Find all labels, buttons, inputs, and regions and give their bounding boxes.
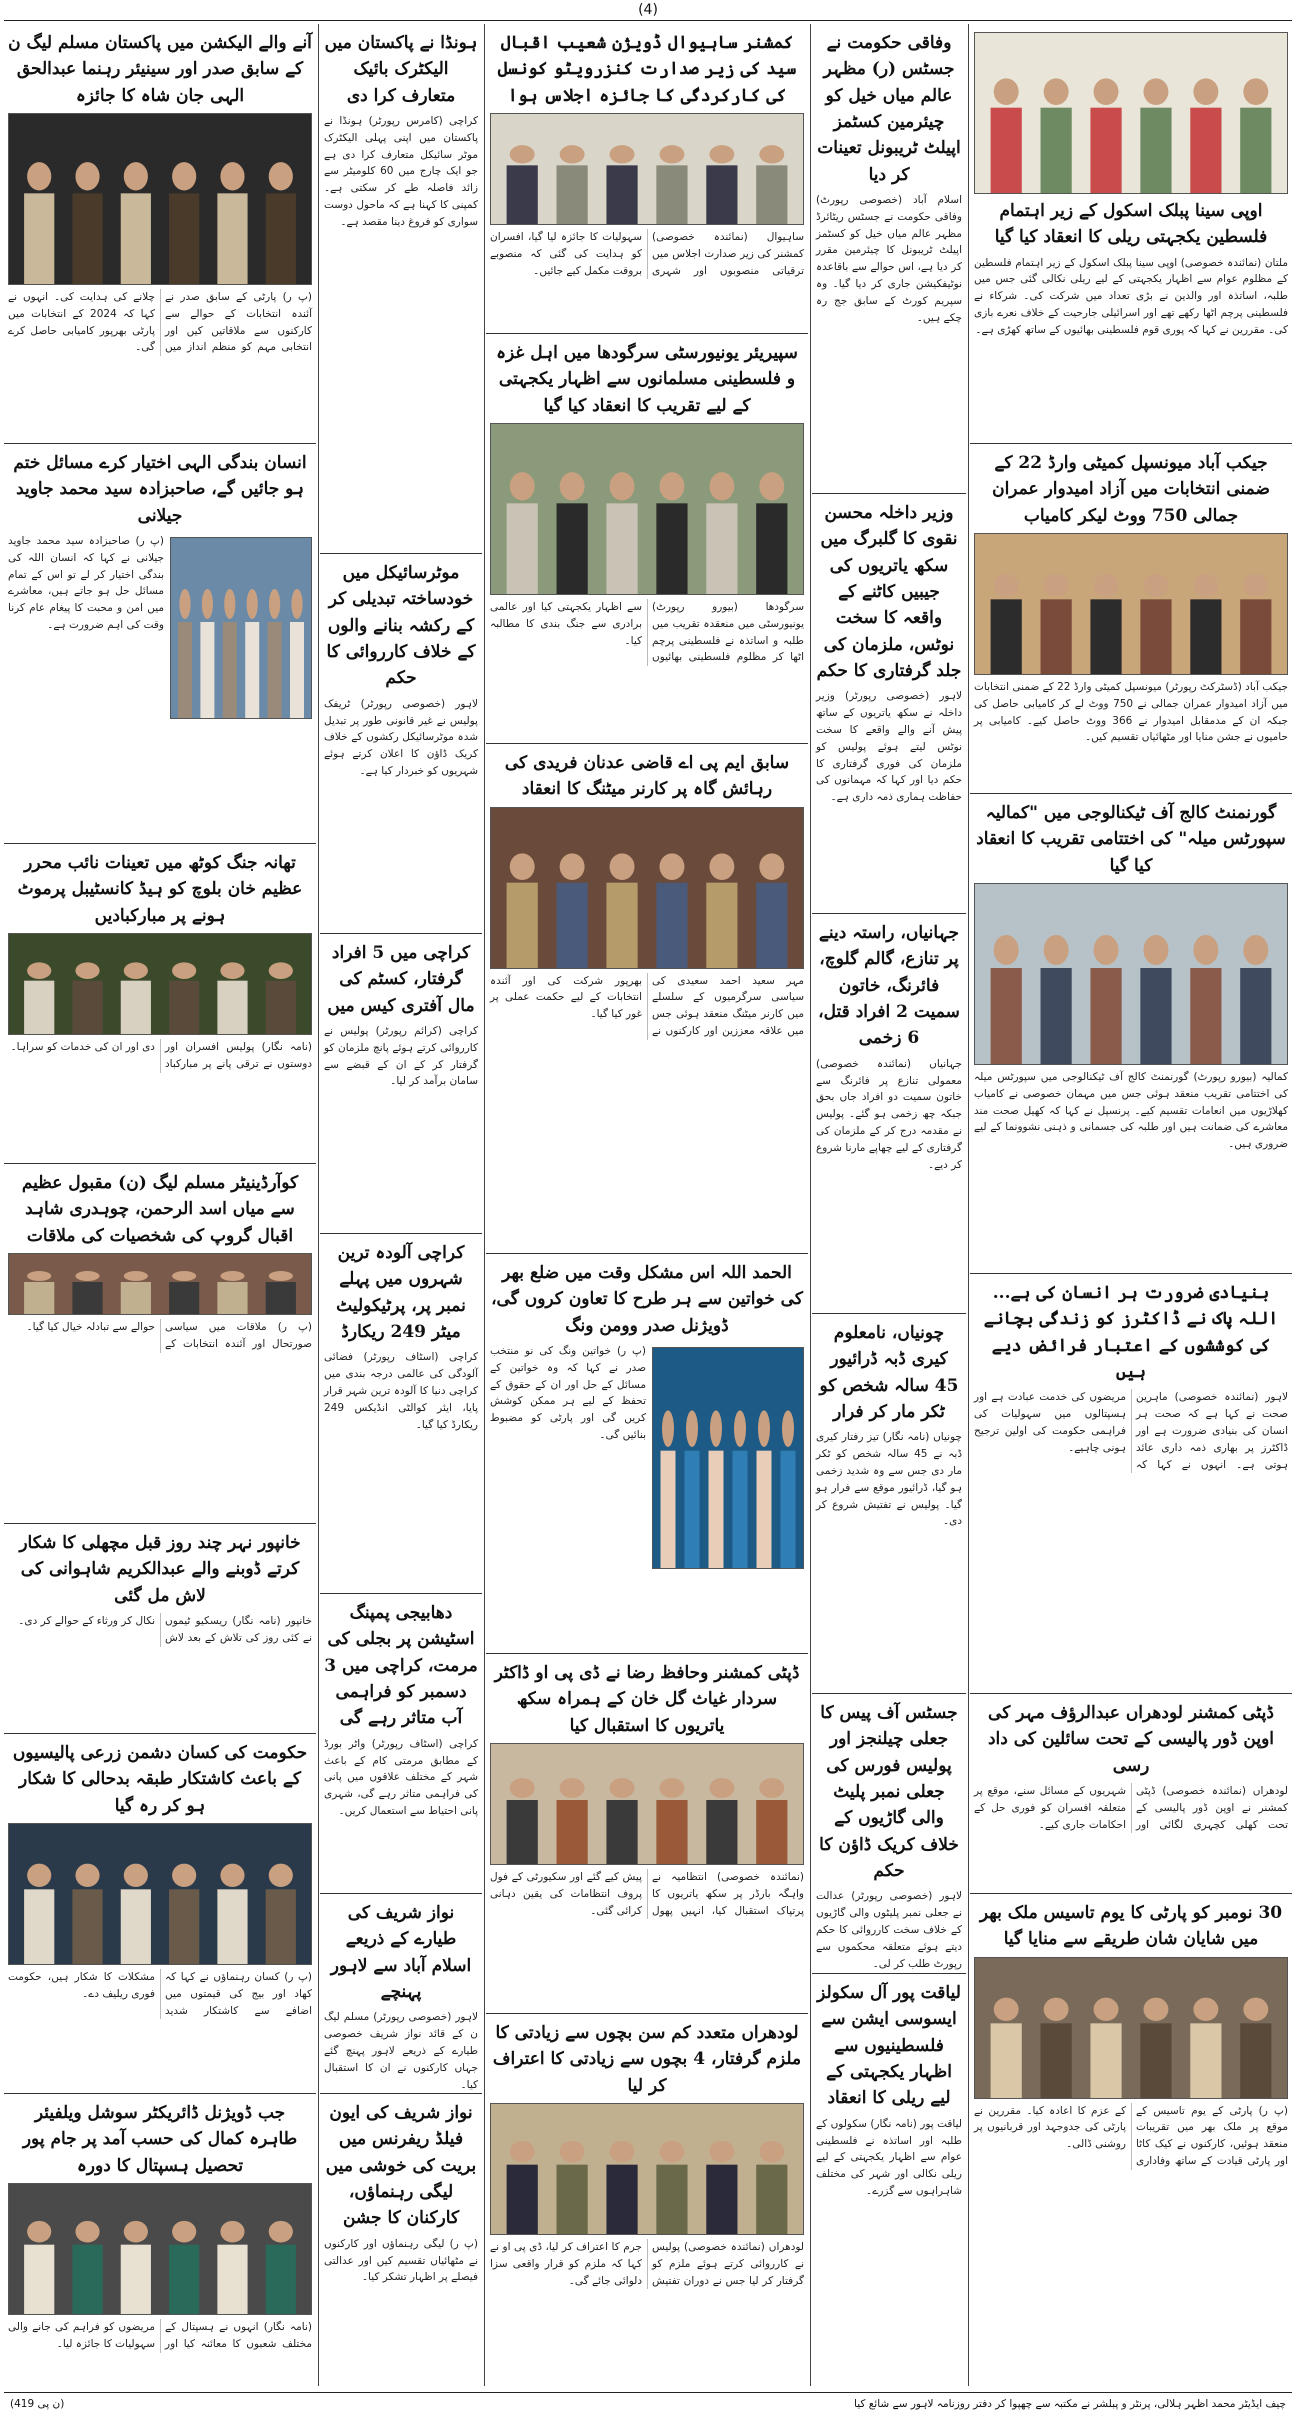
candidates-photo	[974, 533, 1288, 675]
group-photo	[8, 113, 312, 285]
article-body: سرگودھا (بیورو رپورٹ) یونیورسٹی میں منعقدہ تقریب میں طلبہ و اساتذہ نے فلسطینی پرچم اٹھا کر مظلوم فلسطینی بھائیوں سے اظہار یکجہتی کیا اور عالمی برادری سے جنگ بندی کا مطالبہ کیا۔	[490, 601, 804, 664]
portrait-photo	[652, 1347, 804, 1569]
article-honda-ebike	[320, 24, 482, 554]
headline: سپیریئر یونیورسٹی سرگودھا میں اہل غزہ و فلسطینی مسلمانوں سے اظہار یکجہتی کے لیے تقریب کا انعقاد کیا گیا	[496, 343, 798, 416]
registration-number: (ن پی 419)	[10, 2397, 65, 2410]
page-number: (4)	[638, 2, 658, 18]
column-2	[812, 24, 966, 2386]
article-women-wing	[486, 1254, 808, 1654]
article-sikh-welcome	[486, 1654, 808, 2014]
article-body: (نامہ نگار) انہوں نے ہسپتال کے مختلف شعبوں کا معائنہ کیا اور مریضوں کو فراہم کی جانے والی سہولیات کا جائزہ لیا۔	[8, 2321, 312, 2350]
article-motorcycle-rickshaw	[320, 554, 482, 934]
article-karachi-pollution	[320, 1234, 482, 1594]
article-body: جیکب آباد (ڈسٹرکٹ رپورٹر) میونسپل کمیٹی وارڈ 22 کے ضمنی انتخابات میں آزاد امیدوار عمران جمالی نے 750 ووٹ لے کر کامیابی حاصل کی جبکہ ان کے مدمقابل امیدوار نے 366 ووٹ حاصل کیے۔ کامیابی پر حامیوں نے جشن منایا اور مٹھائیاں تقسیم کیں۔	[974, 681, 1289, 744]
headline: سابق ایم پی اے قاضی عدنان فریدی کی رہائش گاہ پر کارنر میٹنگ کا انعقاد	[504, 753, 790, 800]
meeting-photo	[8, 1253, 312, 1315]
sports-ceremony-photo	[974, 883, 1288, 1065]
article-crackdown	[812, 1694, 966, 1974]
headline: نواز شریف کی ایون فیلڈ ریفرنس میں بریت کی خوشی میں لیگی رہنماؤں، کارکنان کا جشن	[325, 2103, 477, 2229]
article-coordinator-meeting	[4, 1164, 316, 1524]
imprint-text: چیف ایڈیٹر محمد اظہر ہلالی، پرنٹر و پبلشر نے مکتبہ سے چھپوا کر دفتر روزنامہ لاہور سے شائع کیا	[854, 2397, 1286, 2410]
article-social-welfare	[4, 2094, 316, 2386]
headline: تھانہ جنگ کوٹھ میں تعینات نائب محرر عظیم خان بلوچ کو ہیڈ کانسٹیبل پرموٹ ہونے پر مبارکبادیں	[17, 853, 303, 926]
article-body: لیاقت پور (نامہ نگار) سکولوں کے طلبہ اور اساتذہ نے فلسطینی عوام سے اظہار یکجہتی کے لیے ریلی نکالی اور شہر کی مختلف شاہراہوں سے گزرے۔	[816, 2117, 962, 2197]
headline: جہانیاں، راستہ دینے پر تنازع، گالم گلوچ، فائرنگ، خاتون سمیت 2 افراد قتل، 6 زخمی	[818, 923, 960, 1049]
article-body: (نمائندہ خصوصی) انتظامیہ نے واہگہ بارڈر پر سکھ یاتریوں کا پرتپاک استقبال کیا، انہیں پھول پیش کیے گئے اور سکیورٹی کے فول پروف انتظامات کی یقین دہانی کرائی گئی۔	[490, 1871, 804, 1917]
headline: الحمد اللہ اس مشکل وقت میں ضلع بھر کی خواتین سے ہر طرح کا تعاون کروں گی، ڈویژنل صدر وومن ونگ	[491, 1263, 803, 1336]
headline: چونیاں، نامعلوم کیری ڈبہ ڈرائیور 45 سالہ شخص کو ٹکر مار کر فرار	[819, 1323, 959, 1423]
article-chunian-accident	[812, 1314, 966, 1694]
article-body: جہانیاں (نمائندہ خصوصی) معمولی تنازع پر فائرنگ سے خاتون سمیت دو افراد جاں بحق جبکہ چھ زخمی ہو گئے۔ پولیس نے مقدمہ درج کر کے ملزمان کی گرفتاری کے لیے چھاپے مارنا شروع کر دیے۔	[816, 1057, 962, 1171]
headline: لیاقت پور آل سکولز ایسوسی ایشن سے فلسطینیوں سے اظہار یکجہتی کے لیے ریلی کا انعقاد	[817, 1983, 961, 2109]
article-body: مہر سعید احمد سعیدی کی سیاسی سرگرمیوں کے سلسلے میں کارنر میٹنگ منعقد ہوئی جس میں علاقہ معززین اور کارکنوں نے بھرپور شرکت کی اور آئندہ انتخابات کے لیے حکمت عملی پر غور کیا گیا۔	[490, 974, 804, 1038]
headline: خانپور نہر چند روز قبل مچھلی کا شکار کرتے ڈوبنے والے عبدالکریم شاہوانی کی لاش مل گئی	[19, 1533, 301, 1606]
headline: وفاقی حکومت نے جسٹس (ر) مظہر عالم میاں خیل کو چیئرمین کسٹمز اپیلٹ ٹریبونل تعینات کر دیا	[817, 33, 961, 185]
article-body: لاہور (خصوصی رپورٹر) وزیر داخلہ نے سکھ یاتریوں کے ساتھ پیش آنے والے واقعے کا سخت نوٹس لیتے ہوئے پولیس کو ملزمان کی فوری گرفتاری کا حکم دیا اور کہا کہ مہمانوں کی حفاظت ہماری ذمہ داری ہے۔	[816, 690, 962, 804]
article-election-pmln	[4, 24, 316, 444]
footer-imprint	[4, 2392, 1292, 2414]
headline: کراچی آلودہ ترین شہروں میں پہلے نمبر پر، پرٹیکولیٹ میٹر 249 ریکارڈ	[336, 1243, 466, 1343]
article-body: (پ ر) ملاقات میں سیاسی صورتحال اور آئندہ انتخابات کے حوالے سے تبادلہ خیال کیا گیا۔	[26, 1321, 312, 1350]
article-sports-gala	[970, 794, 1292, 1274]
article-jacobabad-election	[970, 444, 1292, 794]
column-rule	[318, 24, 319, 2386]
article-body: (پ ر) پارٹی کے سابق صدر نے آئندہ انتخابات کے حوالے سے کارکنوں سے ملاقاتیں کیں اور انتخابی مہم کو منظم انداز میں چلانے کی ہدایت کی۔ انہوں نے کہا کہ 2024 کے انتخابات میں پارٹی بھرپور کامیابی حاصل کرے گی۔	[8, 291, 312, 354]
foundation-day-photo	[974, 1957, 1288, 2099]
headline: دھابیجی پمپنگ اسٹیشن پر بجلی کی مرمت، کراچی میں 3 دسمبر کو فراہمی آب متاثر رہے گی	[324, 1603, 478, 1729]
headline: موٹرسائیکل میں خودساختہ تبدیلی کر کے رکشہ بنانے والوں کے خلاف کارروائی کا حکم	[326, 563, 476, 689]
article-lodhran-arrest	[486, 2014, 808, 2386]
article-nawaz-arrival	[320, 1894, 482, 2094]
article-celebration	[320, 2094, 482, 2386]
police-photo	[490, 2103, 804, 2235]
article-khanpur-drowning	[4, 1524, 316, 1734]
article-body: کراچی (اسٹاف رپورٹر) واٹر بورڈ کے مطابق مرمتی کام کے باعث شہر کے مختلف علاقوں میں پانی کی فراہمی متاثر رہے گی، شہری پانی احتیاط سے استعمال کریں۔	[324, 1737, 478, 1817]
article-body: (پ ر) لیگی رہنماؤں اور کارکنوں نے مٹھائیاں تقسیم کیں اور عدالتی فیصلے پر اظہار تشکر کیا۔	[324, 2237, 478, 2284]
headline: نواز شریف کی طیارے کے ذریعے اسلام آباد سے لاہور پہنچے	[330, 1903, 472, 2003]
article-body: ملتان (نمائندہ خصوصی) اوپی سینا پبلک اسکول کے زیر اہتمام فلسطین کے مظلوم عوام سے اظہار یکجہتی کے لیے ریلی نکالی گئی جس میں طلبہ، اساتذہ اور والدین نے بڑی تعداد میں شرکت کی۔ شرکاء نے فلسطینی پرچم اٹھا رکھے تھے اور اسرائیلی جارحیت کے خلاف نعرے بازی کی۔ مقررین نے کہا کہ پوری قوم فلسطینی بھائیوں کے ساتھ کھڑی ہے۔	[974, 256, 1288, 336]
column-4	[320, 24, 482, 2386]
article-foundation-day	[970, 1894, 1292, 2386]
article-police-promotion	[4, 844, 316, 1164]
corner-meeting-photo	[490, 807, 804, 969]
article-body: کراچی (کرائم رپورٹر) پولیس نے کارروائی کرتے ہوئے پانچ ملزمان کو گرفتار کر کے ان کے قبضے سے سامان برآمد کر لیا۔	[324, 1025, 478, 1088]
article-doctors	[970, 1274, 1292, 1694]
article-body: لاہور (خصوصی رپورٹر) ٹریفک پولیس نے غیر قانونی طور پر تبدیل شدہ موٹرسائیکل رکشوں کے خلاف کریک ڈاؤن کا اعلان کرتے ہوئے شہریوں کو خبردار کیا ہے۔	[324, 697, 478, 777]
headline: 30 نومبر کو پارٹی کا یوم تاسیس ملک بھر میں شایان شان طریقے سے منایا گیا	[979, 1903, 1283, 1950]
headline: گورنمنٹ کالج آف ٹیکنالوجی میں "کمالیہ سپورٹس میلہ" کی اختتامی تقریب کا انعقاد کیا گیا	[976, 803, 1286, 876]
article-body: خانپور (نامہ نگار) ریسکیو ٹیموں نے کئی روز کی تلاش کے بعد لاش نکال کر ورثاء کے حوالے کر دی۔	[18, 1615, 312, 1644]
article-dc-lodhran	[970, 1694, 1292, 1894]
hospital-visit-photo	[8, 2183, 312, 2315]
column-rule	[484, 24, 485, 2386]
article-commissioner-meeting	[486, 24, 808, 334]
article-body: کراچی (کامرس رپورٹر) ہونڈا نے پاکستان میں اپنی پہلی الیکٹرک موٹر سائیکل متعارف کرا دی ہے جو ایک چارج میں 60 کلومیٹر سے زائد فاصلہ طے کر سکتی ہے۔ کمپنی کا کہنا ہے کہ ماحول دوست سواری کو فروغ دینا مقصد ہے۔	[324, 115, 479, 228]
article-body: (پ ر) کسان رہنماؤں نے کہا کہ کھاد اور بیج کی قیمتوں میں اضافے سے کاشتکار شدید مشکلات کا شکار ہیں، حکومت فوری ریلیف دے۔	[8, 1971, 312, 2017]
headline: حکومت کی کسان دشمن زرعی پالیسیوں کے باعث کاشتکار طبقہ بدحالی کا شکار ہو کر رہ گیا	[12, 1743, 308, 1816]
column-3	[486, 24, 808, 2386]
article-karachi-arrest	[320, 934, 482, 1234]
farmers-photo	[8, 1823, 312, 1965]
headline: آنے والے الیکشن میں پاکستان مسلم لیگ ن کے سابق صدر اور سینیئر رہنما عبدالحق الہی جان شاہ کا جائزہ	[8, 33, 312, 106]
article-jilani	[4, 444, 316, 844]
headline: ڈپٹی کمشنر وحافظ رضا نے ڈی پی او ڈاکٹر سردار غیاث گل خان کے ہمراہ سکھ یاتریوں کا استقبال کیا	[494, 1663, 800, 1736]
column-rule	[810, 24, 811, 2386]
welcome-photo	[490, 1743, 804, 1865]
column-1	[970, 24, 1292, 2386]
article-body: کمالیہ (بیورو رپورٹ) گورنمنٹ کالج آف ٹیکنالوجی میں سپورٹس میلہ کی اختتامی تقریب منعقد ہوئی جس میں مہمان خصوصی نے کامیاب کھلاڑیوں میں انعامات تقسیم کیے۔ پرنسپل نے کہا کہ کھیل صحت مند معاشرے کی ضمانت ہیں اور طلبہ کی جسمانی و ذہنی نشوونما کے لیے ضروری ہیں۔	[974, 1071, 1288, 1151]
article-corner-meeting	[486, 744, 808, 1254]
column-5	[4, 24, 316, 2386]
article-body: (پ ر) صاحبزادہ سید محمد جاوید جیلانی نے کہا کہ انسان اللہ کی بندگی اختیار کر لے تو اس کے تمام مسائل حل ہو جاتے ہیں، معاشرے میں امن و محبت کا پیغام عام کرنا وقت کی اہم ضرورت ہے۔	[8, 535, 164, 632]
article-superior-university	[486, 334, 808, 744]
headline: کمشنر ساہیوال ڈویژن شعیب اقبال سید کی زیر صدارت کنزرویٹو کونسل کی کارکردگی کا جائزہ اجلاس ہوا	[497, 33, 797, 106]
article-body: لاہور (خصوصی رپورٹر) مسلم لیگ ن کے قائد نواز شریف خصوصی طیارے کے ذریعے لاہور پہنچ گئے جہاں کارکنوں نے ان کا استقبال کیا۔	[324, 2011, 478, 2091]
article-body: کراچی (اسٹاف رپورٹر) فضائی آلودگی کی عالمی درجہ بندی میں کراچی دنیا کا آلودہ ترین شہر قرار پایا، ایئر کوالٹی انڈیکس 249 ریکارڈ کیا گیا۔	[324, 1351, 478, 1431]
headline: بنیادی ضرورت ہر انسان کی ہے... اللہ پاک نے ڈاکٹرز کو زندگی بچانے کی کوششوں کے اعتبار فرائض دیے ہیں	[983, 1283, 1279, 1383]
university-rally-photo	[490, 423, 804, 595]
portrait-photo	[170, 537, 312, 719]
column-rule	[968, 24, 969, 2386]
article-body: (پ ر) خواتین ونگ کی نو منتخب صدر نے کہا کہ وہ خواتین کے مسائل کے حل اور ان کے حقوق کے تحفظ کے لیے ہر ممکن کوشش کریں گی اور پارٹی کو مضبوط بنائیں گی۔	[490, 1345, 646, 1442]
article-body: (پ ر) پارٹی کے یوم تاسیس کے موقع پر ملک بھر میں تقریبات منعقد ہوئیں، کارکنوں نے کیک کاٹا اور پارٹی قیادت کے ساتھ وفاداری کے عزم کا اعادہ کیا۔ مقررین نے پارٹی کی جدوجہد اور قربانیوں پر روشنی ڈالی۔	[974, 2104, 1288, 2168]
headline: کوآرڈینیٹر مسلم لیگ (ن) مقبول عظیم سے میاں اسد الرحمن، چوہدری شاہد اقبال گروپ کی شخصیات کی ملاقات	[21, 1173, 299, 1246]
headline: کراچی میں 5 افراد گرفتار، کسٹم کی مال آفتری کیس میں	[327, 943, 475, 1016]
article-school-rally	[970, 24, 1292, 444]
article-body: (نامہ نگار) پولیس افسران اور دوستوں نے ترقی پانے پر مبارکباد دی اور ان کی خدمات کو سراہا۔	[10, 1041, 312, 1070]
article-jahanian-firing	[812, 914, 966, 1314]
headline: ڈپٹی کمشنر لودھراں عبدالرؤف مہر کی اوپن ڈور پالیسی کے تحت سائلین کی داد رسی	[987, 1703, 1274, 1776]
article-body: لاہور (خصوصی رپورٹر) عدالت نے جعلی نمبر پلیٹوں والی گاڑیوں کے خلاف سخت کارروائی کا حکم دیتے ہوئے متعلقہ محکموں سے رپورٹ طلب کر لی۔	[816, 1890, 962, 1970]
article-body: چونیاں (نامہ نگار) تیز رفتار کیری ڈبہ نے 45 سالہ شخص کو ٹکر مار دی جس سے وہ شدید زخمی ہو گیا، ڈرائیور موقع سے فرار ہو گیا۔ پولیس نے تفتیش شروع کر دی۔	[816, 1431, 962, 1528]
headline: جسٹس آف پیس کا جعلی چیلنجز اور پولیس فورس کی جعلی نمبر پلیٹ والی گاڑیوں کے خلاف کریک ڈاؤن کا حکم	[819, 1703, 959, 1882]
article-body: لاہور (نمائندہ خصوصی) ماہرین صحت نے کہا ہے کہ صحت ہر انسان کی بنیادی ضرورت ہے اور ڈاکٹرز پر بھاری ذمہ داری عائد ہوتی ہے۔ انہوں نے کہا کہ مریضوں کی خدمت عبادت ہے اور ہسپتالوں میں سہولیات کی فراہمی حکومت کی اولین ترجیح ہونی چاہیے۔	[974, 1391, 1288, 1471]
headline: لودھراں متعدد کم سن بچوں سے زیادتی کا ملزم گرفتار، 4 بچوں سے زیادتی کا اعتراف کر لیا	[492, 2023, 802, 2096]
headline: ہونڈا نے پاکستان میں الیکٹرک بائیک متعارف کرا دی	[324, 33, 478, 106]
promotion-photo	[8, 933, 312, 1035]
headline: جب ڈویژنل ڈائریکٹر سوشل ویلفیئر طاہرہ کمال کی حسب آمد پر جام پور تحصیل ہسپتال کا دورہ	[22, 2103, 298, 2176]
article-body: لودھراں (نمائندہ خصوصی) پولیس نے کارروائی کرتے ہوئے ملزم کو گرفتار کر لیا جس نے دوران تفتیش جرم کا اعتراف کر لیا، ڈی پی او نے کہا کہ ملزم کو قرار واقعی سزا دلوائی جائے گی۔	[490, 2241, 804, 2287]
article-liaqatpur-rally	[812, 1974, 966, 2386]
headline: اوپی سینا پبلک اسکول کے زیر اہتمام فلسطین یکجہتی ریلی کا انعقاد کیا گیا	[994, 201, 1268, 248]
headline: جیکب آباد میونسپل کمیٹی وارڈ 22 کے ضمنی انتخابات میں آزاد امیدوار عمران جمالی 750 ووٹ لیکر کامیاب	[992, 453, 1270, 526]
article-farmers	[4, 1734, 316, 2094]
headline: انسان بندگی الہی اختیار کرے مسائل ختم ہو جائیں گے، صاحبزادہ سید محمد جاوید جیلانی	[13, 453, 307, 526]
meeting-photo	[490, 113, 804, 225]
article-sikh-yatri	[812, 494, 966, 914]
article-tribunal	[812, 24, 966, 494]
article-water-supply	[320, 1594, 482, 1894]
rally-photo	[974, 32, 1288, 194]
headline: وزیر داخلہ محسن نقوی کا گلبرگ میں سکھ یاتریوں کی جیبیں کاٹنے کے واقعہ کا سخت نوٹس، ملزمان کی جلد گرفتاری کا حکم	[816, 503, 962, 682]
article-body: ساہیوال (نمائندہ خصوصی) کمشنر کی زیر صدارت اجلاس میں ترقیاتی منصوبوں اور شہری سہولیات کا جائزہ لیا گیا، افسران کو ہدایت کی گئی کہ منصوبے بروقت مکمل کیے جائیں۔	[490, 231, 804, 277]
article-body: اسلام آباد (خصوصی رپورٹ) وفاقی حکومت نے جسٹس ریٹائرڈ مظہر عالم میاں خیل کو کسٹمز اپیلٹ ٹریبونل کا چیئرمین مقرر کر دیا ہے، اس حوالے سے باقاعدہ نوٹیفکیشن جاری کر دیا گیا۔ وہ سپریم کورٹ کے سابق جج رہ چکے ہیں۔	[816, 194, 962, 324]
article-body: لودھراں (نمائندہ خصوصی) ڈپٹی کمشنر نے اوپن ڈور پالیسی کے تحت کھلی کچہری لگائی اور شہریوں کے مسائل سنے، موقع پر متعلقہ افسران کو فوری حل کے احکامات جاری کیے۔	[974, 1785, 1288, 1831]
